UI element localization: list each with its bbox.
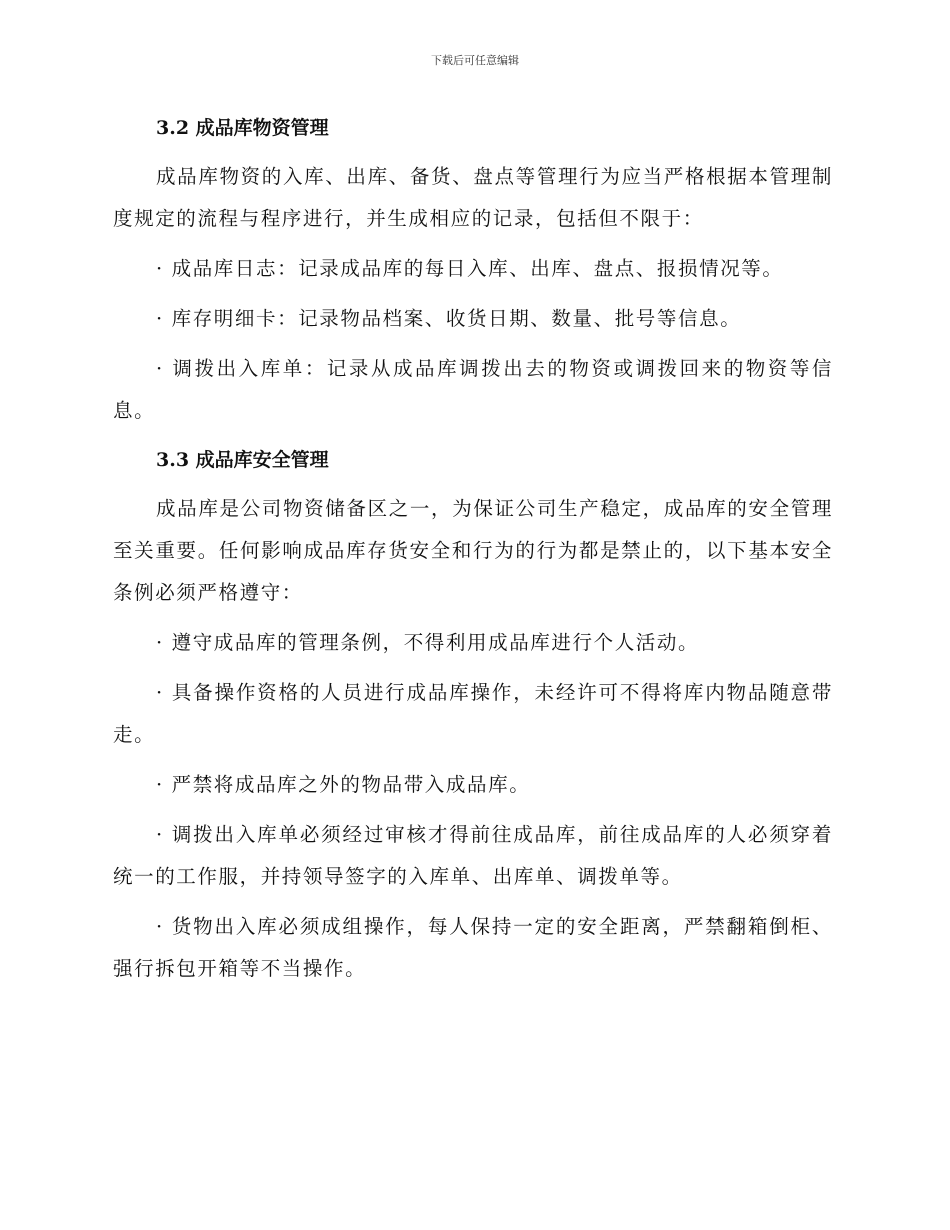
bullet-item: · 具备操作资格的人员进行成品库操作，未经许可不得将库内物品随意带走。 (113, 681, 833, 746)
bullet-item: · 库存明细卡：记录物品档案、收货日期、数量、批号等信息。 (156, 307, 742, 330)
page-header-note: 下载后可任意编辑 (431, 54, 519, 67)
bullet-item: · 货物出入库必须成组操作，每人保持一定的安全距离，严禁翻箱倒柜、强行拆包开箱等不当操作。 (113, 915, 833, 980)
section-3-2 (113, 108, 833, 432)
section-intro-paragraph: 成品库是公司物资储备区之一，为保证公司生产稳定，成品库的安全管理至关重要。任何影响成品库存货安全和行为的行为都是禁止的，以下基本安全条例必须严格遵守： (113, 497, 833, 604)
bullet-item: · 遵守成品库的管理条例，不得利用成品库进行个人活动。 (156, 631, 700, 654)
bullet-item: · 调拨出入库单必须经过审核才得前往成品库，前往成品库的人必须穿着统一的工作服，并持领导签字的入库单、出库单、调拨单等。 (113, 823, 833, 888)
section-intro-paragraph: 成品库物资的入库、出库、备货、盘点等管理行为应当严格根据本管理制度规定的流程与程序进行，并生成相应的记录，包括但不限于： (113, 165, 833, 230)
bullet-item: · 调拨出入库单：记录从成品库调拨出去的物资或调拨回来的物资等信息。 (113, 357, 833, 422)
document-body (113, 108, 833, 998)
bullet-item: · 成品库日志：记录成品库的每日入库、出库、盘点、报损情况等。 (156, 257, 784, 280)
bullet-item: · 严禁将成品库之外的物品带入成品库。 (156, 773, 531, 796)
section-heading: 3.3 成品库安全管理 (156, 449, 329, 471)
section-3-3 (113, 440, 833, 990)
section-heading: 3.2 成品库物资管理 (156, 117, 329, 139)
